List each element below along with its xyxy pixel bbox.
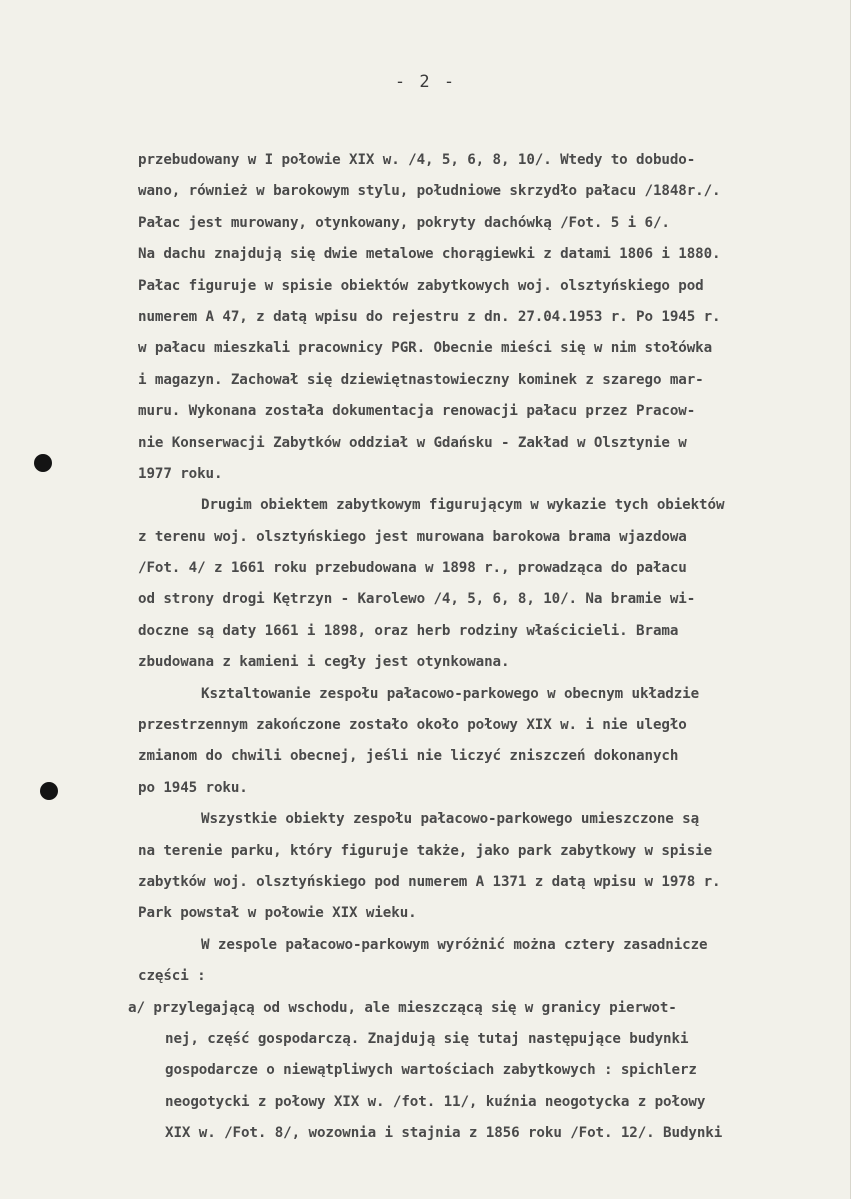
- punch-hole: [40, 782, 58, 800]
- text-line: Park powstał w połowie XIX wieku.: [138, 905, 417, 922]
- text-line: w pałacu mieszkali pracownicy PGR. Obecnie mieści się w nim stołówka: [138, 340, 713, 357]
- text-line: i magazyn. Zachował się dziewiętnastowieczny kominek z szarego mar-: [138, 371, 704, 388]
- paragraph-first-line: Wszystkie obiekty zespołu pałacowo-parkowego umieszczone są: [201, 811, 700, 828]
- text-line: /Fot. 4/ z 1661 roku przebudowana w 1898 r., prowadząca do pałacu: [138, 560, 687, 577]
- text-line: zabytków woj. olsztyńskiego pod numerem A 1371 z datą wpisu w 1978 r.: [138, 873, 721, 890]
- text-line: od strony drogi Kętrzyn - Karolewo /4, 5, 6, 8, 10/. Na bramie wi-: [138, 591, 696, 608]
- text-line: Pałac jest murowany, otynkowany, pokryty dachówką /Fot. 5 i 6/.: [138, 214, 670, 231]
- text-line: 1977 roku.: [138, 465, 223, 482]
- body-text: [128, 145, 838, 1150]
- list-item-a-line: gospodarcze o niewątpliwych wartościach zabytkowych : spichlerz: [165, 1062, 697, 1079]
- paragraph-first-line: W zespole pałacowo-parkowym wyróżnić można cztery zasadnicze: [201, 936, 708, 953]
- text-line: przebudowany w I połowie XIX w. /4, 5, 6, 8, 10/. Wtedy to dobudo-: [138, 152, 696, 168]
- text-line: zbudowana z kamieni i cegły jest otynkowana.: [138, 654, 510, 671]
- text-line: nie Konserwacji Zabytków oddział w Gdańsku - Zakład w Olsztynie w: [138, 434, 687, 451]
- text-line: Pałac figuruje w spisie obiektów zabytkowych woj. olsztyńskiego pod: [138, 277, 704, 294]
- text-line: wano, również w barokowym stylu, południowe skrzydło pałacu /1848r./.: [138, 183, 721, 200]
- punch-hole: [34, 454, 52, 472]
- text-line: zmianom do chwili obecnej, jeśli nie liczyć zniszczeń dokonanych: [138, 748, 679, 765]
- text-line: przestrzennym zakończone zostało około połowy XIX w. i nie uległo: [138, 717, 687, 734]
- list-item-a-line: a/ przylegającą od wschodu, ale mieszczącą się w granicy pierwot-: [128, 999, 677, 1016]
- text-line: doczne są daty 1661 i 1898, oraz herb rodziny właścicieli. Brama: [138, 622, 679, 639]
- text-line: części :: [138, 968, 206, 985]
- text-line: po 1945 roku.: [138, 779, 248, 796]
- text-line: na terenie parku, który figuruje także, jako park zabytkowy w spisie: [138, 842, 713, 859]
- paragraph-first-line: Drugim obiektem zabytkowym figurującym w wykazie tych obiektów: [201, 497, 725, 514]
- list-item-a-line: nej, część gospodarczą. Znajdują się tutaj następujące budynki: [165, 1030, 689, 1047]
- list-item-a-line: XIX w. /Fot. 8/, wozownia i stajnia z 1856 roku /Fot. 12/. Budynki: [165, 1125, 723, 1142]
- text-line: numerem A 47, z datą wpisu do rejestru z dn. 27.04.1953 r. Po 1945 r.: [138, 308, 721, 325]
- paragraph-first-line: Ksztaltowanie zespołu pałacowo-parkowego w obecnym układzie: [201, 685, 700, 702]
- list-item-a-line: neogotycki z połowy XIX w. /fot. 11/, kuźnia neogotycka z połowy: [165, 1093, 706, 1110]
- page-number: - 2 -: [394, 72, 457, 92]
- text-line: Na dachu znajdują się dwie metalowe chorągiewki z datami 1806 i 1880.: [138, 246, 721, 263]
- text-line: muru. Wykonana została dokumentacja renowacji pałacu przez Pracow-: [138, 403, 696, 420]
- text-line: z terenu woj. olsztyńskiego jest murowana barokowa brama wjazdowa: [138, 528, 687, 545]
